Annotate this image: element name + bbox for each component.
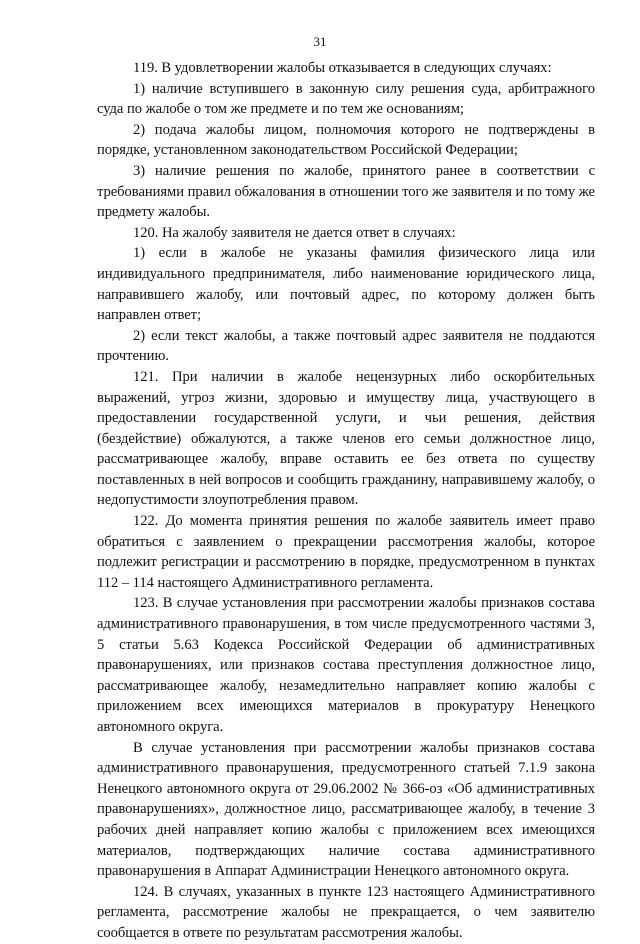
page-number: 31: [313, 34, 327, 49]
paragraph-120: 120. На жалобу заявителя не дается ответ в случаях:: [133, 224, 456, 241]
paragraph-123-continued: В случае установления при рассмотрении жалобы признаков состава административного правонарушения, предусмотренного статьей 7.1.9 закона Ненецкого автономного округа от 29.06.2002 № 366-оз «Об административных правонарушениях», должностное лицо, рассматривающее жалобу, в течение 3 рабочих дней направляет копию жалобы с приложением всех имеющихся материалов, подтверждающих наличие состава административного правонарушения в Аппарат Администрации Ненецкого автономного округа.: [97, 739, 595, 880]
paragraph-119-item-2: 2) подача жалобы лицом, полномочия которого не подтверждены в порядке, установленном законодательством Российской Федерации;: [97, 121, 595, 159]
paragraph-119: 119. В удовлетворении жалобы отказывается в следующих случаях:: [133, 60, 552, 76]
paragraph-120-item-1: 1) если в жалобе не указаны фамилия физического лица или индивидуального предпринимателя, либо наименование юридического лица, направившего жалобу, или почтовый адрес, по которому должен быть направлен ответ;: [97, 245, 595, 324]
paragraph-123: 123. В случае установления при рассмотрении жалобы признаков состава административного правонарушения, в том числе предусмотренного частями 3, 5 статьи 5.63 Кодекса Российской Федерации об административных правонарушениях, или признаков состава преступления должностное лицо, рассматривающее жалобу, незамедлительно направляет копию жалобы с приложением всех имеющихся материалов в прокуратуру Ненецкого автономного округа.: [97, 595, 595, 735]
paragraph-119-item-1: 1) наличие вступившего в законную силу решения суда, арбитражного суда по жалобе о том же предмете и по тем же основаниям;: [97, 80, 595, 118]
paragraph-124: 124. В случаях, указанных в пункте 123 настоящего Административного регламента, рассмотрение жалобы не прекращается, о чем заявителю сообщается в ответе по результатам рассмотрения жалобы.: [97, 883, 595, 941]
paragraph-119-item-3: 3) наличие решения по жалобе, принятого ранее в соответствии с требованиями правил обжалования в отношении того же заявителя и по тому же предмету жалобы.: [97, 162, 595, 221]
paragraph-120-item-2: 2) если текст жалобы, а также почтовый адрес заявителя не поддаются прочтению.: [97, 327, 595, 365]
paragraph-121: 121. При наличии в жалобе нецензурных либо оскорбительных выражений, угроз жизни, здоровью и имуществу лица, участвующего в предоставлении государственной услуги, и чьи решения, действия (бездействие) обжалуются, а также членов его семьи должностное лицо, рассматривающее жалобу, вправе оставить ее без ответа по существу поставленных в ней вопросов и сообщить гражданину, направившему жалобу, о недопустимости злоупотребления правом.: [97, 368, 595, 509]
paragraph-122: 122. До момента принятия решения по жалобе заявитель имеет право обратиться с заявлением о прекращении рассмотрения жалобы, которое подлежит регистрации и рассмотрению в порядке, предусмотренном в пунктах 112 – 114 настоящего Административного регламента.: [97, 513, 595, 591]
document-body: [97, 58, 595, 944]
